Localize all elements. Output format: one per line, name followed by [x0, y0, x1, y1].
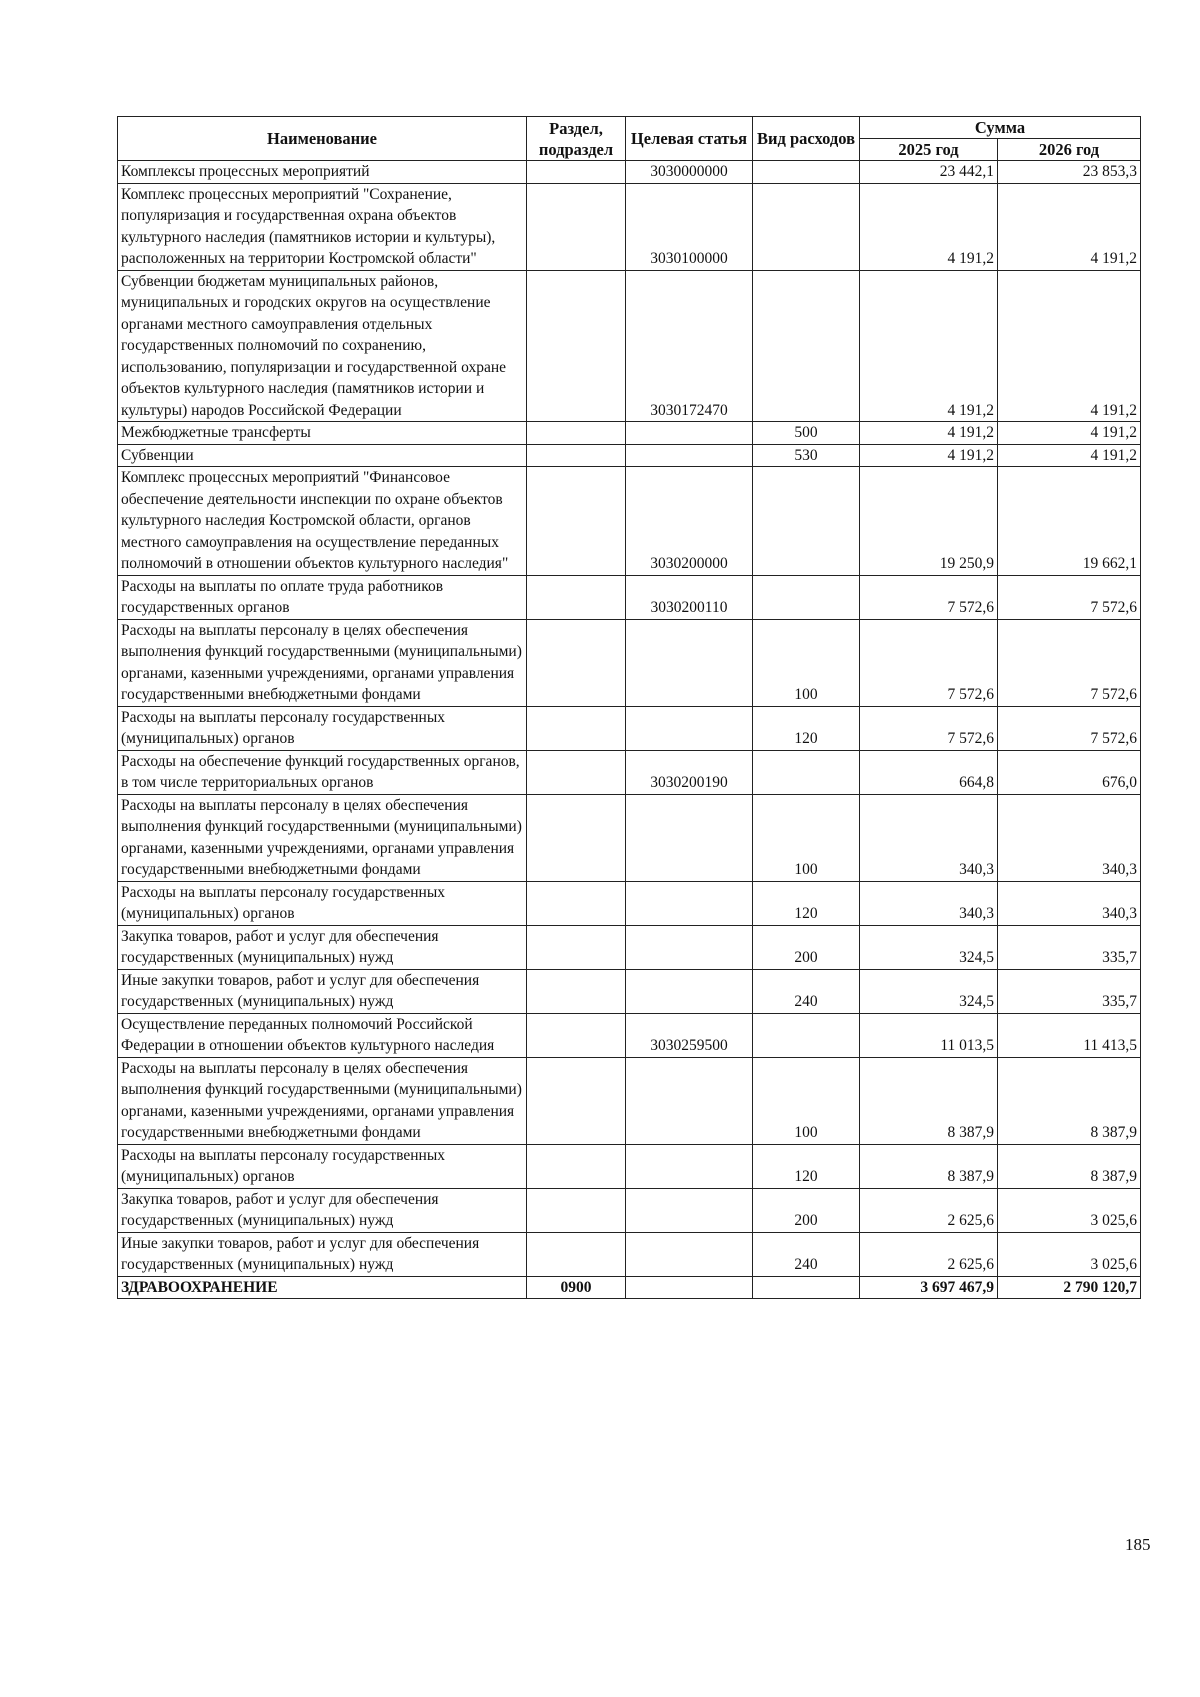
cell-kind: 200: [753, 1188, 860, 1232]
cell-y2025: 7 572,6: [860, 619, 998, 706]
cell-y2025: 19 250,9: [860, 467, 998, 576]
cell-target: [626, 881, 753, 925]
cell-kind: [753, 183, 860, 270]
cell-y2026: 8 387,9: [998, 1144, 1141, 1188]
table-row: [118, 422, 1141, 445]
table-row: [118, 881, 1141, 925]
table-row: [118, 619, 1141, 706]
cell-name: Осуществление переданных полномочий Российской Федерации в отношении объектов культурного наследия: [118, 1013, 527, 1057]
cell-name: Комплекс процессных мероприятий "Сохранение, популяризация и государственная охрана объектов культурного наследия (памятников истории и культуры), расположенных на территории Костромской области": [118, 183, 527, 270]
cell-y2025: 7 572,6: [860, 706, 998, 750]
cell-kind: [753, 467, 860, 576]
cell-section: [527, 619, 626, 706]
cell-kind: [753, 270, 860, 422]
cell-kind: [753, 750, 860, 794]
cell-section: [527, 750, 626, 794]
header-section: Раздел, подраздел: [527, 117, 626, 161]
cell-kind: 200: [753, 925, 860, 969]
budget-table: [117, 116, 1141, 1299]
table-row: [118, 1013, 1141, 1057]
table-row: [118, 183, 1141, 270]
cell-section: [527, 444, 626, 467]
cell-y2026: 7 572,6: [998, 706, 1141, 750]
table-row: [118, 467, 1141, 576]
cell-y2025: 4 191,2: [860, 444, 998, 467]
cell-target: [626, 1144, 753, 1188]
cell-target: [626, 969, 753, 1013]
table-row: [118, 1232, 1141, 1276]
cell-name: Иные закупки товаров, работ и услуг для обеспечения государственных (муниципальных) нужд: [118, 969, 527, 1013]
cell-target: 3030172470: [626, 270, 753, 422]
cell-section: [527, 183, 626, 270]
cell-section: [527, 467, 626, 576]
cell-target: [626, 925, 753, 969]
cell-y2026: 19 662,1: [998, 467, 1141, 576]
cell-name: Расходы на выплаты персоналу в целях обеспечения выполнения функций государственными (муниципальными) органами, казенными учреждениями, органами управления государственными внебюджетными фондами: [118, 794, 527, 881]
cell-y2026: 7 572,6: [998, 575, 1141, 619]
table-row: [118, 925, 1141, 969]
cell-y2026: 8 387,9: [998, 1057, 1141, 1144]
header-year-2025: 2025 год: [860, 139, 998, 161]
cell-target: 3030000000: [626, 161, 753, 184]
table-row: [118, 1188, 1141, 1232]
cell-kind: 500: [753, 422, 860, 445]
cell-target: 3030259500: [626, 1013, 753, 1057]
cell-name: Комплекс процессных мероприятий "Финансовое обеспечение деятельности инспекции по охране объектов культурного наследия Костромской области, органов местного самоуправления на осуществление переданных полномочий в отношении объектов культурного наследия": [118, 467, 527, 576]
cell-name: Расходы на выплаты персоналу в целях обеспечения выполнения функций государственными (муниципальными) органами, казенными учреждениями, органами управления государственными внебюджетными фондами: [118, 1057, 527, 1144]
cell-kind: 120: [753, 706, 860, 750]
cell-target: [626, 1232, 753, 1276]
table-row: [118, 1057, 1141, 1144]
cell-name: Расходы на выплаты персоналу государственных (муниципальных) органов: [118, 881, 527, 925]
cell-y2026: 23 853,3: [998, 161, 1141, 184]
cell-target: [626, 1276, 753, 1299]
cell-name: ЗДРАВООХРАНЕНИЕ: [118, 1276, 527, 1299]
cell-section: [527, 794, 626, 881]
table-row: [118, 794, 1141, 881]
cell-target: 3030200110: [626, 575, 753, 619]
header-name: Наименование: [118, 117, 527, 161]
cell-section: [527, 1144, 626, 1188]
cell-name: Межбюджетные трансферты: [118, 422, 527, 445]
cell-y2025: 4 191,2: [860, 270, 998, 422]
cell-y2026: 4 191,2: [998, 422, 1141, 445]
cell-name: Расходы на выплаты персоналу государственных (муниципальных) органов: [118, 706, 527, 750]
cell-name: Расходы на выплаты персоналу в целях обеспечения выполнения функций государственными (муниципальными) органами, казенными учреждениями, органами управления государственными внебюджетными фондами: [118, 619, 527, 706]
cell-y2025: 8 387,9: [860, 1057, 998, 1144]
header-year-2026: 2026 год: [998, 139, 1141, 161]
cell-y2026: 335,7: [998, 969, 1141, 1013]
header-sum: Сумма: [860, 117, 1141, 139]
cell-y2026: 4 191,2: [998, 444, 1141, 467]
table-row: [118, 1144, 1141, 1188]
cell-name: Расходы на выплаты персоналу государственных (муниципальных) органов: [118, 1144, 527, 1188]
cell-y2026: 7 572,6: [998, 619, 1141, 706]
cell-y2025: 4 191,2: [860, 183, 998, 270]
cell-target: [626, 1188, 753, 1232]
cell-target: 3030100000: [626, 183, 753, 270]
cell-section: [527, 706, 626, 750]
cell-section: [527, 881, 626, 925]
cell-y2025: 340,3: [860, 881, 998, 925]
page-number: 185: [1125, 1535, 1151, 1554]
cell-kind: 120: [753, 881, 860, 925]
cell-name: Субвенции бюджетам муниципальных районов, муниципальных и городских округов на осуществление органами местного самоуправления отдельных государственных полномочий по сохранению, использованию, популяризации и государственной охране объектов культурного наследия (памятников истории и культуры) народов Российской Федерации: [118, 270, 527, 422]
table-row: [118, 750, 1141, 794]
cell-kind: 100: [753, 794, 860, 881]
cell-y2026: 676,0: [998, 750, 1141, 794]
cell-section: 0900: [527, 1276, 626, 1299]
cell-kind: 120: [753, 1144, 860, 1188]
cell-y2026: 340,3: [998, 881, 1141, 925]
cell-y2026: 335,7: [998, 925, 1141, 969]
cell-kind: [753, 1013, 860, 1057]
cell-y2025: 340,3: [860, 794, 998, 881]
table-row: [118, 270, 1141, 422]
cell-section: [527, 1188, 626, 1232]
cell-y2026: 340,3: [998, 794, 1141, 881]
cell-y2025: 7 572,6: [860, 575, 998, 619]
cell-y2025: 8 387,9: [860, 1144, 998, 1188]
cell-y2026: 3 025,6: [998, 1232, 1141, 1276]
cell-y2025: 664,8: [860, 750, 998, 794]
cell-name: Иные закупки товаров, работ и услуг для обеспечения государственных (муниципальных) нужд: [118, 1232, 527, 1276]
cell-y2025: 324,5: [860, 925, 998, 969]
cell-name: Субвенции: [118, 444, 527, 467]
cell-y2025: 23 442,1: [860, 161, 998, 184]
cell-section: [527, 969, 626, 1013]
cell-y2026: 11 413,5: [998, 1013, 1141, 1057]
table-row: [118, 575, 1141, 619]
cell-kind: [753, 575, 860, 619]
cell-y2026: 2 790 120,7: [998, 1276, 1141, 1299]
cell-y2025: 2 625,6: [860, 1232, 998, 1276]
header-target: Целевая статья: [626, 117, 753, 161]
cell-section: [527, 925, 626, 969]
cell-kind: 240: [753, 1232, 860, 1276]
table-row: [118, 706, 1141, 750]
cell-y2025: 3 697 467,9: [860, 1276, 998, 1299]
cell-section: [527, 422, 626, 445]
cell-target: [626, 619, 753, 706]
cell-y2026: 4 191,2: [998, 270, 1141, 422]
cell-kind: 240: [753, 969, 860, 1013]
cell-name: Закупка товаров, работ и услуг для обеспечения государственных (муниципальных) нужд: [118, 1188, 527, 1232]
cell-section: [527, 1232, 626, 1276]
cell-kind: 100: [753, 1057, 860, 1144]
cell-name: Закупка товаров, работ и услуг для обеспечения государственных (муниципальных) нужд: [118, 925, 527, 969]
cell-y2025: 324,5: [860, 969, 998, 1013]
cell-target: [626, 1057, 753, 1144]
cell-target: 3030200000: [626, 467, 753, 576]
cell-kind: [753, 1276, 860, 1299]
total-row: [118, 1276, 1141, 1299]
cell-section: [527, 1057, 626, 1144]
cell-y2025: 11 013,5: [860, 1013, 998, 1057]
header-kind: Вид расходов: [753, 117, 860, 161]
cell-section: [527, 161, 626, 184]
cell-kind: 100: [753, 619, 860, 706]
table-row: [118, 969, 1141, 1013]
cell-y2025: 2 625,6: [860, 1188, 998, 1232]
cell-target: 3030200190: [626, 750, 753, 794]
table-row: [118, 444, 1141, 467]
cell-target: [626, 422, 753, 445]
table-row: [118, 161, 1141, 184]
cell-target: [626, 794, 753, 881]
cell-kind: 530: [753, 444, 860, 467]
cell-name: Расходы на обеспечение функций государственных органов, в том числе территориальных органов: [118, 750, 527, 794]
table-body: [118, 161, 1141, 1299]
cell-y2025: 4 191,2: [860, 422, 998, 445]
cell-name: Расходы на выплаты по оплате труда работников государственных органов: [118, 575, 527, 619]
cell-section: [527, 270, 626, 422]
cell-kind: [753, 161, 860, 184]
cell-section: [527, 575, 626, 619]
cell-y2026: 4 191,2: [998, 183, 1141, 270]
cell-y2026: 3 025,6: [998, 1188, 1141, 1232]
cell-target: [626, 706, 753, 750]
cell-name: Комплексы процессных мероприятий: [118, 161, 527, 184]
cell-target: [626, 444, 753, 467]
cell-section: [527, 1013, 626, 1057]
